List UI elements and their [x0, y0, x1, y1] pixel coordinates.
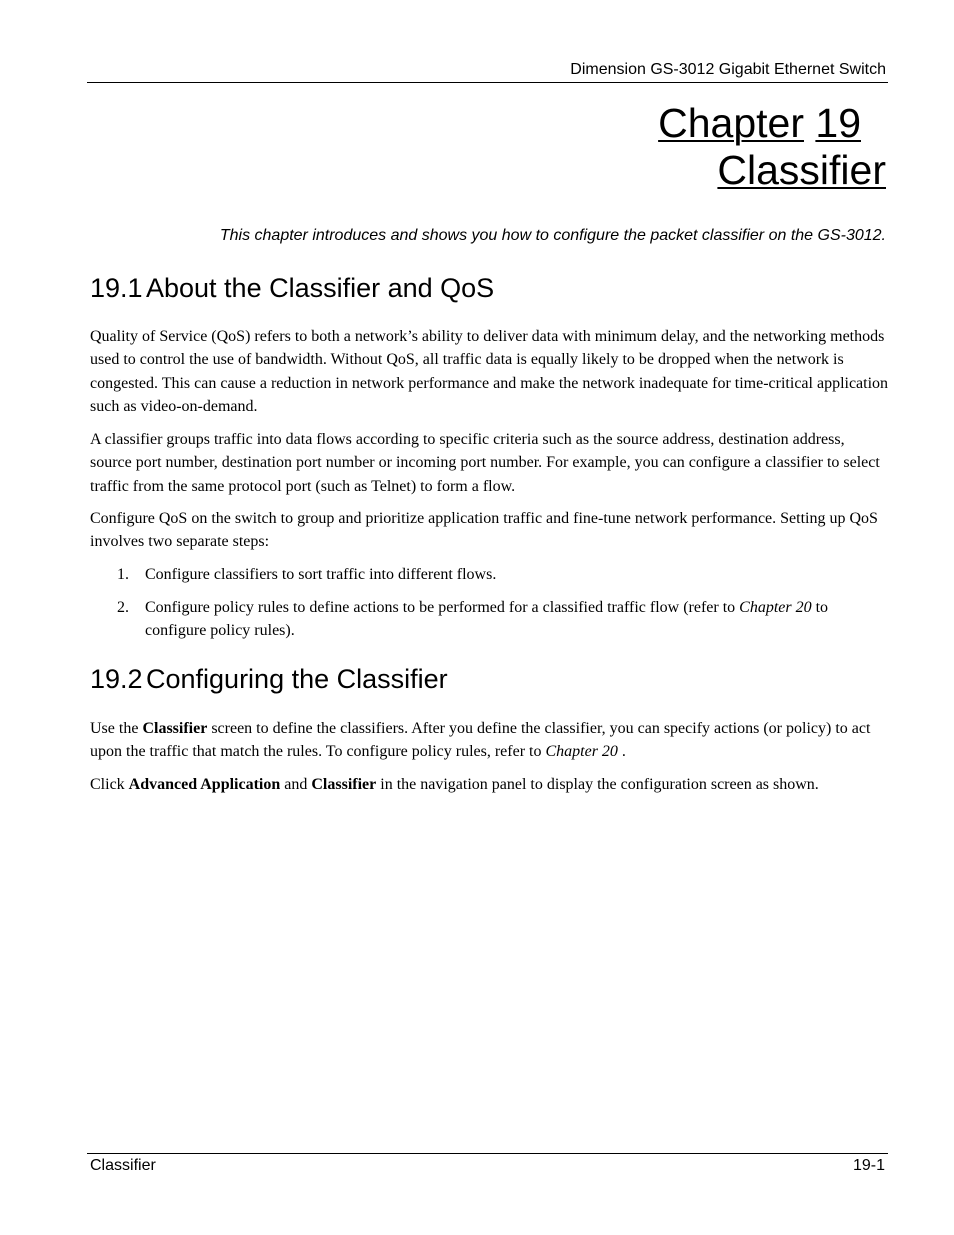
paragraph: [90, 428, 890, 498]
ui-term: Advanced Application: [128, 776, 281, 793]
paragraph: [90, 773, 890, 796]
paragraph-text: [90, 773, 890, 796]
section-number: 19.2: [90, 664, 143, 694]
paragraph-text: Configure QoS on the switch to group and prioritize application traffic and fine-tune network performance. Setting up QoS involves two separate steps:: [90, 510, 878, 551]
list-item-text: [145, 596, 890, 643]
paragraph: [90, 507, 890, 554]
ui-term: Classifier: [311, 776, 377, 793]
chapter-reference: Chapter 20: [545, 743, 618, 761]
paragraph: [90, 325, 890, 418]
footer-rule: [87, 1153, 888, 1154]
paragraph-text: [90, 717, 890, 764]
text-run: in the navigation panel to display the configuration screen as shown.: [376, 776, 819, 793]
chapter-heading: [658, 100, 886, 194]
list-item-text: Configure classifiers to sort traffic into different flows.: [145, 566, 497, 583]
text-run: screen to define the classifiers. After you define the classifier, you can specify actions (or policy) to act upon the traffic that match the rules. To configure policy rules, refer to: [90, 720, 871, 761]
ui-term: Classifier: [142, 720, 208, 737]
header-rule: [87, 82, 888, 83]
text-run: Configure policy rules to define actions to be performed for a classified traffic flow (refer to: [145, 599, 740, 616]
text-run: Click: [90, 776, 129, 793]
paragraph-text: Quality of Service (QoS) refers to both a network’s ability to deliver data with minimum delay, and the networking methods used to control the use of bandwidth. Without QoS, all traffic data is equally likely to be dropped when the network is congested. This can cause a reduction in network performance and make the network inadequate for time-critical application such as video-on-demand.: [90, 328, 889, 415]
chapter-title-line: [658, 147, 886, 194]
chapter-title: Classifier: [717, 147, 886, 193]
chapter-reference: Chapter 20: [739, 599, 812, 616]
footer-chapter-name: Classifier: [90, 1157, 156, 1174]
text-run: and: [280, 776, 312, 793]
section-heading-19-2: [90, 663, 448, 695]
text-run: .: [617, 743, 626, 761]
running-header: Dimension GS-3012 Gigabit Ethernet Switch: [570, 61, 886, 78]
section-title: Configuring the Classifier: [146, 664, 448, 694]
text-run: Use the: [90, 720, 143, 737]
list-marker: 1.: [117, 566, 129, 583]
section-number: 19.1: [90, 273, 143, 303]
list-marker: 2.: [117, 599, 129, 616]
chapter-label: [658, 100, 861, 147]
chapter-intro: This chapter introduces and shows you how to configure the packet classifier on the GS-3012.: [219, 227, 886, 244]
paragraph-text: A classifier groups traffic into data flows according to specific criteria such as the source address, destination address, source port number, destination port number or incoming port number. For example, you can configure a classifier to select traffic from the same protocol port (such as Telnet) to form a flow.: [90, 431, 880, 495]
section-heading-19-1: [90, 272, 494, 304]
section-title: About the Classifier and QoS: [146, 273, 495, 303]
chapter-number: 19: [815, 100, 861, 146]
text-run: to configure policy rules).: [145, 599, 829, 640]
page-number: 19-1: [852, 1157, 885, 1174]
chapter-word: Chapter: [658, 100, 804, 146]
paragraph: [90, 717, 890, 764]
